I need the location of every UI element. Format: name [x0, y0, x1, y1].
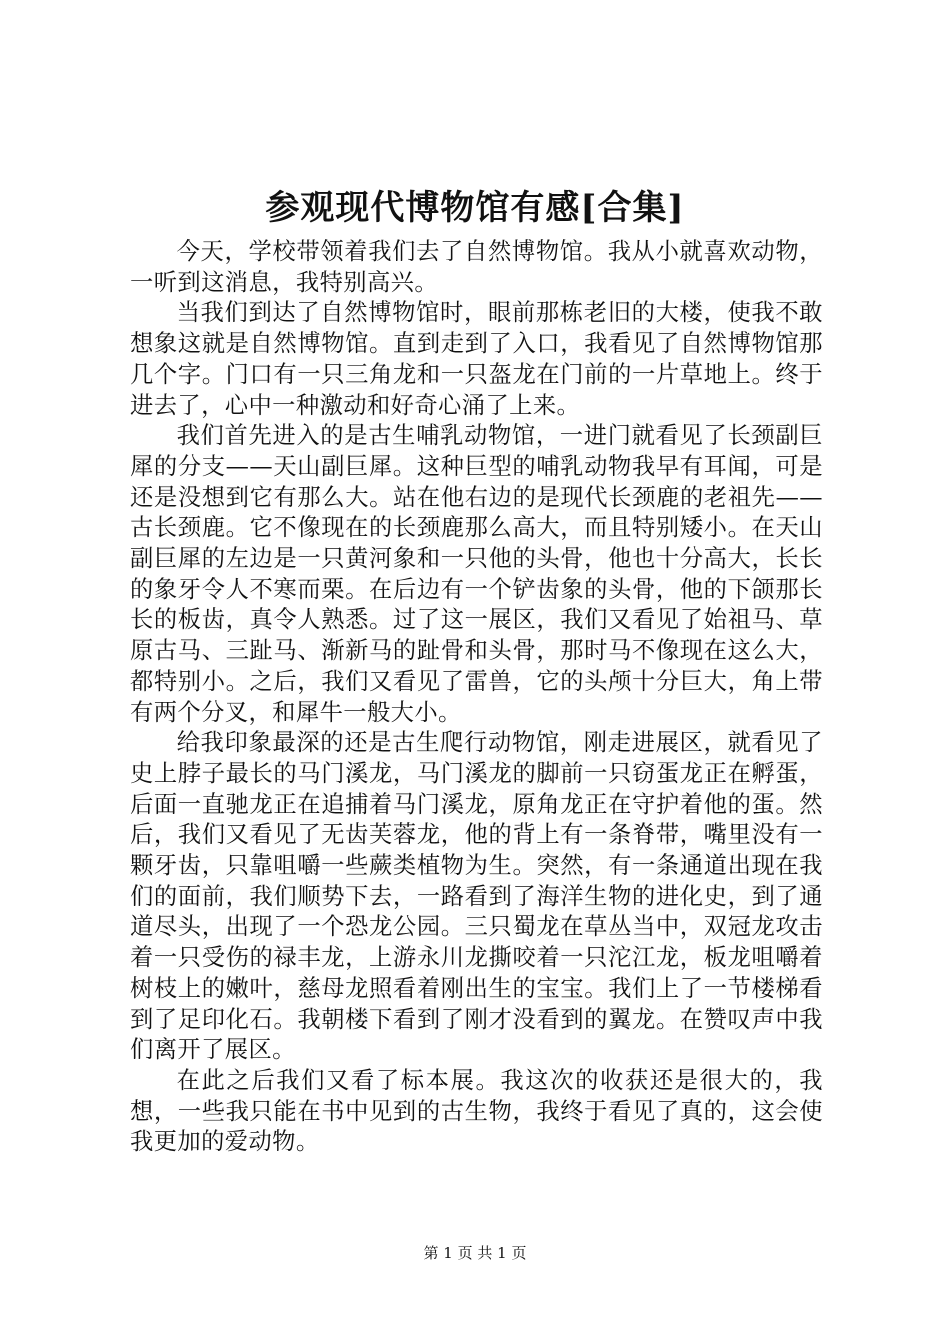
- paragraph-4: 给我印象最深的还是古生爬行动物馆，刚走进展区，就看见了史上脖子最长的马门溪龙，马门溪龙的脚前一只窃蛋龙正在孵蛋，后面一直驰龙正在追捕着马门溪龙，原角龙正在守护着他的蛋。然后，我们又看见了无齿芙蓉龙，他的背上有一条脊带，嘴里没有一颗牙齿，只靠咀嚼一些蕨类植物为生。突然，有一条通道出现在我们的面前，我们顺势下去，一路看到了海洋生物的进化史，到了通道尽头，出现了一个恐龙公园。三只蜀龙在草丛当中，双冠龙攻击着一只受伤的禄丰龙，上游永川龙撕咬着一只沱江龙，板龙咀嚼着树枝上的嫩叶，慈母龙照看着刚出生的宝宝。我们上了一节楼梯看到了足印化石。我朝楼下看到了刚才没看到的翼龙。在赞叹声中我们离开了展区。: [130, 729, 823, 1064]
- paragraph-5: 在此之后我们又看了标本展。我这次的收获还是很大的，我想，一些我只能在书中见到的古生物，我终于看见了真的，这会使我更加的爱动物。: [130, 1066, 823, 1156]
- paragraph-3: 我们首先进入的是古生哺乳动物馆，一进门就看见了长颈副巨犀的分支——天山副巨犀。这种巨型的哺乳动物我早有耳闻，可是还是没想到它有那么大。站在他右边的是现代长颈鹿的老祖先——古长颈鹿。它不像现在的长颈鹿那么高大，而且特别矮小。在天山副巨犀的左边是一只黄河象和一只他的头骨，他也十分高大，长长的象牙令人不寒而栗。在后边有一个铲齿象的头骨，他的下颌那长长的板齿，真令人熟悉。过了这一展区，我们又看见了始祖马、草原古马、三趾马、渐新马的趾骨和头骨，那时马不像现在这么大，都特别小。之后，我们又看见了雷兽，它的头颅十分巨大，角上带有两个分叉，和犀牛一般大小。: [130, 422, 823, 726]
- document-body: [130, 237, 823, 1158]
- paragraph-1: 今天，学校带领着我们去了自然博物馆。我从小就喜欢动物，一听到这消息，我特别高兴。: [130, 238, 823, 296]
- paragraph-2: 当我们到达了自然博物馆时，眼前那栋老旧的大楼，使我不敢想象这就是自然博物馆。直到走到了入口，我看见了自然博物馆那几个字。门口有一只三角龙和一只盔龙在门前的一片草地上。终于进去了，心中一种激动和好奇心涌了上来。: [130, 299, 823, 419]
- page-number-footer: 第 1 页 共 1 页: [423, 1244, 527, 1262]
- document-title: 参观现代博物馆有感[合集]: [265, 188, 685, 228]
